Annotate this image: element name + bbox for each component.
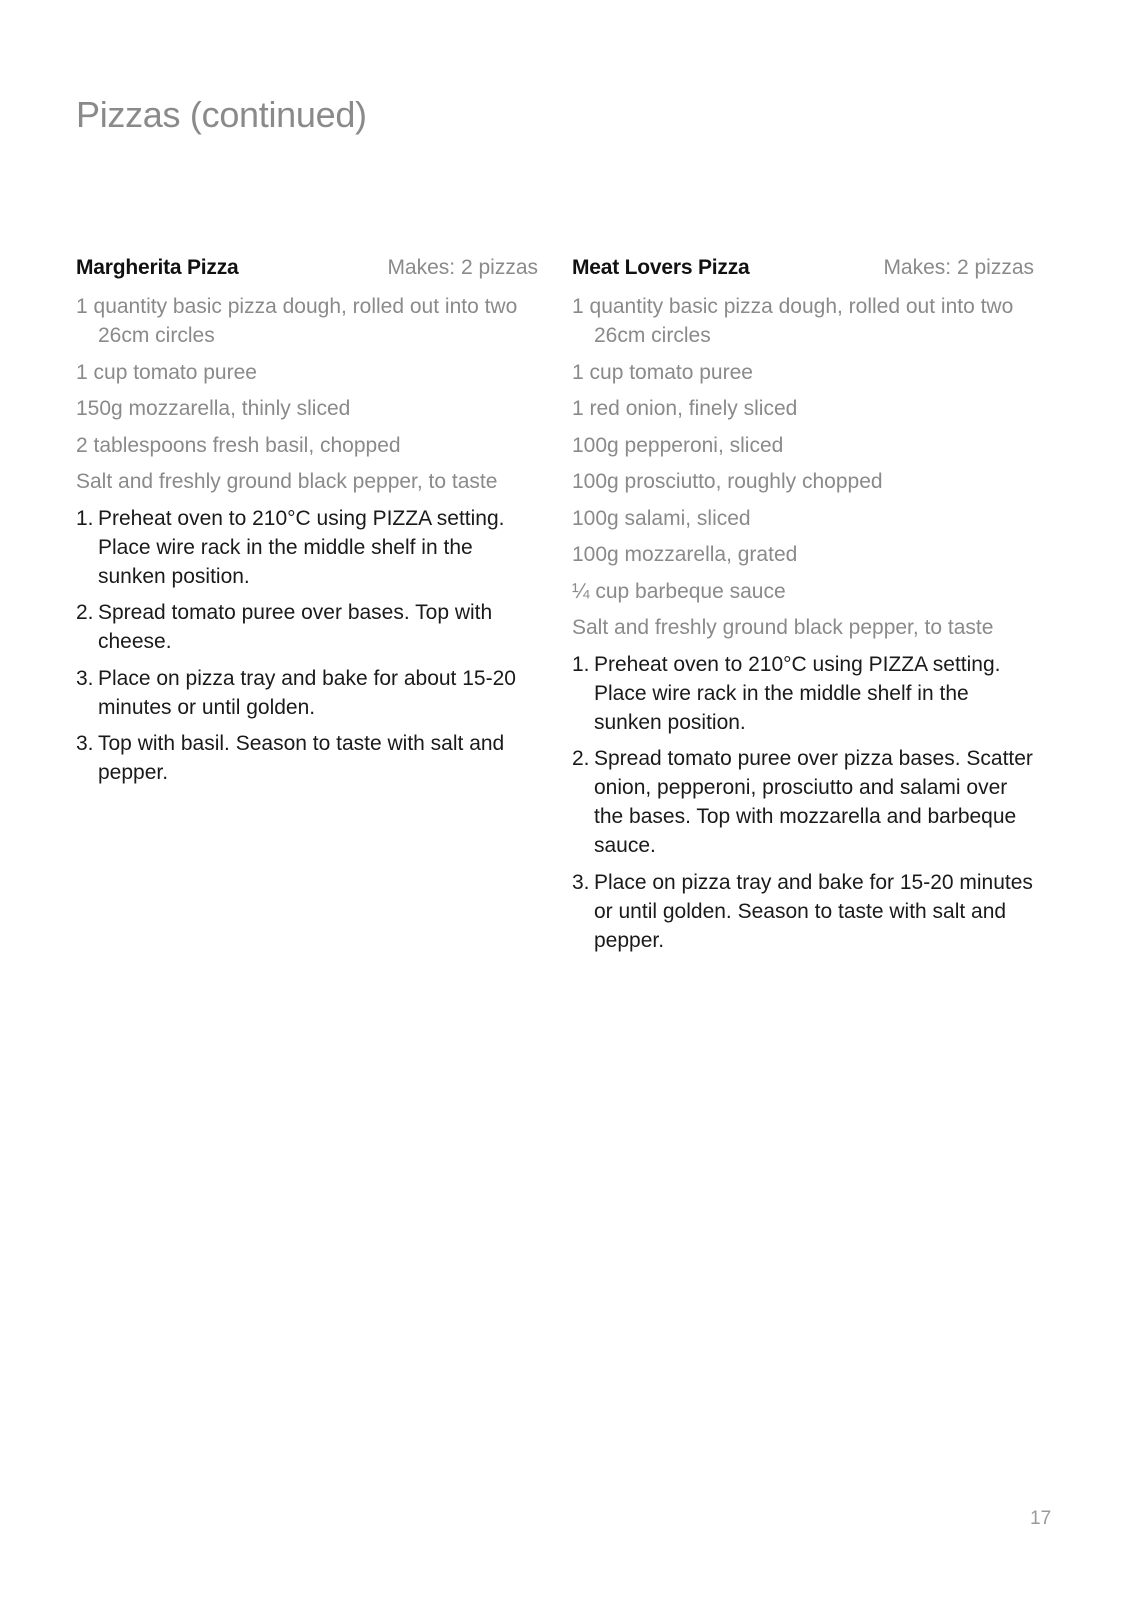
step-text: Top with basil. Season to taste with salt and pepper.: [98, 732, 505, 784]
step-number: 2.: [76, 601, 94, 624]
step-number: 3.: [76, 666, 94, 690]
method-step: [76, 598, 538, 656]
method-steps: [76, 504, 538, 788]
method-step: [572, 650, 1034, 737]
ingredient-item: 100g salami, sliced: [572, 506, 751, 530]
method-steps: [572, 650, 1034, 955]
recipe-yield: Makes: 2 pizzas: [883, 256, 1034, 279]
recipe-title: Meat Lovers Pizza: [572, 256, 750, 279]
recipe-margherita-pizza: [76, 256, 538, 795]
method-step: [76, 504, 538, 591]
method-step: [572, 744, 1034, 860]
recipe-meat-lovers-pizza: [572, 256, 1034, 962]
step-text: Spread tomato puree over bases. Top with cheese.: [98, 601, 493, 653]
ingredient-item: 100g mozzarella, grated: [572, 543, 798, 566]
step-text: Preheat oven to 210°C using PIZZA setting. Place wire rack in the middle shelf in the sunken position.: [594, 652, 1001, 734]
ingredient-item: Salt and freshly ground black pepper, to taste: [76, 470, 498, 493]
step-number: 3.: [76, 732, 94, 755]
ingredient-item: ¼ cup barbeque sauce: [572, 579, 786, 603]
recipe-header: [572, 256, 1034, 286]
ingredient-list: [572, 292, 1034, 642]
ingredient-item: Salt and freshly ground black pepper, to taste: [572, 616, 994, 639]
page-number: 17: [1030, 1508, 1052, 1529]
method-step: [76, 729, 538, 787]
step-text: Place on pizza tray and bake for 15-20 minutes or until golden. Season to taste with salt and pepper.: [594, 870, 1033, 952]
step-number: 1.: [572, 652, 590, 676]
step-number: 3.: [572, 870, 590, 894]
step-text: Place on pizza tray and bake for about 15-20 minutes or until golden.: [98, 666, 516, 719]
step-number: 1.: [76, 506, 94, 530]
recipe-header: [76, 256, 538, 286]
ingredient-item: 150g mozzarella, thinly sliced: [76, 397, 351, 420]
recipe-title: Margherita Pizza: [76, 256, 239, 279]
method-step: [76, 664, 538, 722]
ingredient-item: 1 cup tomato puree: [76, 360, 257, 384]
step-text: Preheat oven to 210°C using PIZZA setting. Place wire rack in the middle shelf in the sunken position.: [98, 506, 505, 588]
step-number: 2.: [572, 747, 590, 770]
method-step: [572, 868, 1034, 955]
ingredient-item: 1 quantity basic pizza dough, rolled out into two 26cm circles: [76, 295, 518, 347]
ingredient-item: 1 red onion, finely sliced: [572, 397, 798, 420]
ingredient-item: 100g pepperoni, sliced: [572, 433, 784, 457]
page-title: Pizzas (continued): [76, 94, 367, 136]
recipe-yield: Makes: 2 pizzas: [387, 256, 538, 279]
ingredient-item: 100g prosciutto, roughly chopped: [572, 470, 883, 493]
ingredient-item: 1 quantity basic pizza dough, rolled out into two 26cm circles: [572, 295, 1014, 347]
step-text: Spread tomato puree over pizza bases. Scatter onion, pepperoni, prosciutto and salami over the bases. Top with mozzarella and barbeque sauce.: [594, 747, 1033, 857]
ingredient-list: [76, 292, 538, 496]
ingredient-item: 1 cup tomato puree: [572, 360, 753, 384]
ingredient-item: 2 tablespoons fresh basil, chopped: [76, 433, 401, 457]
